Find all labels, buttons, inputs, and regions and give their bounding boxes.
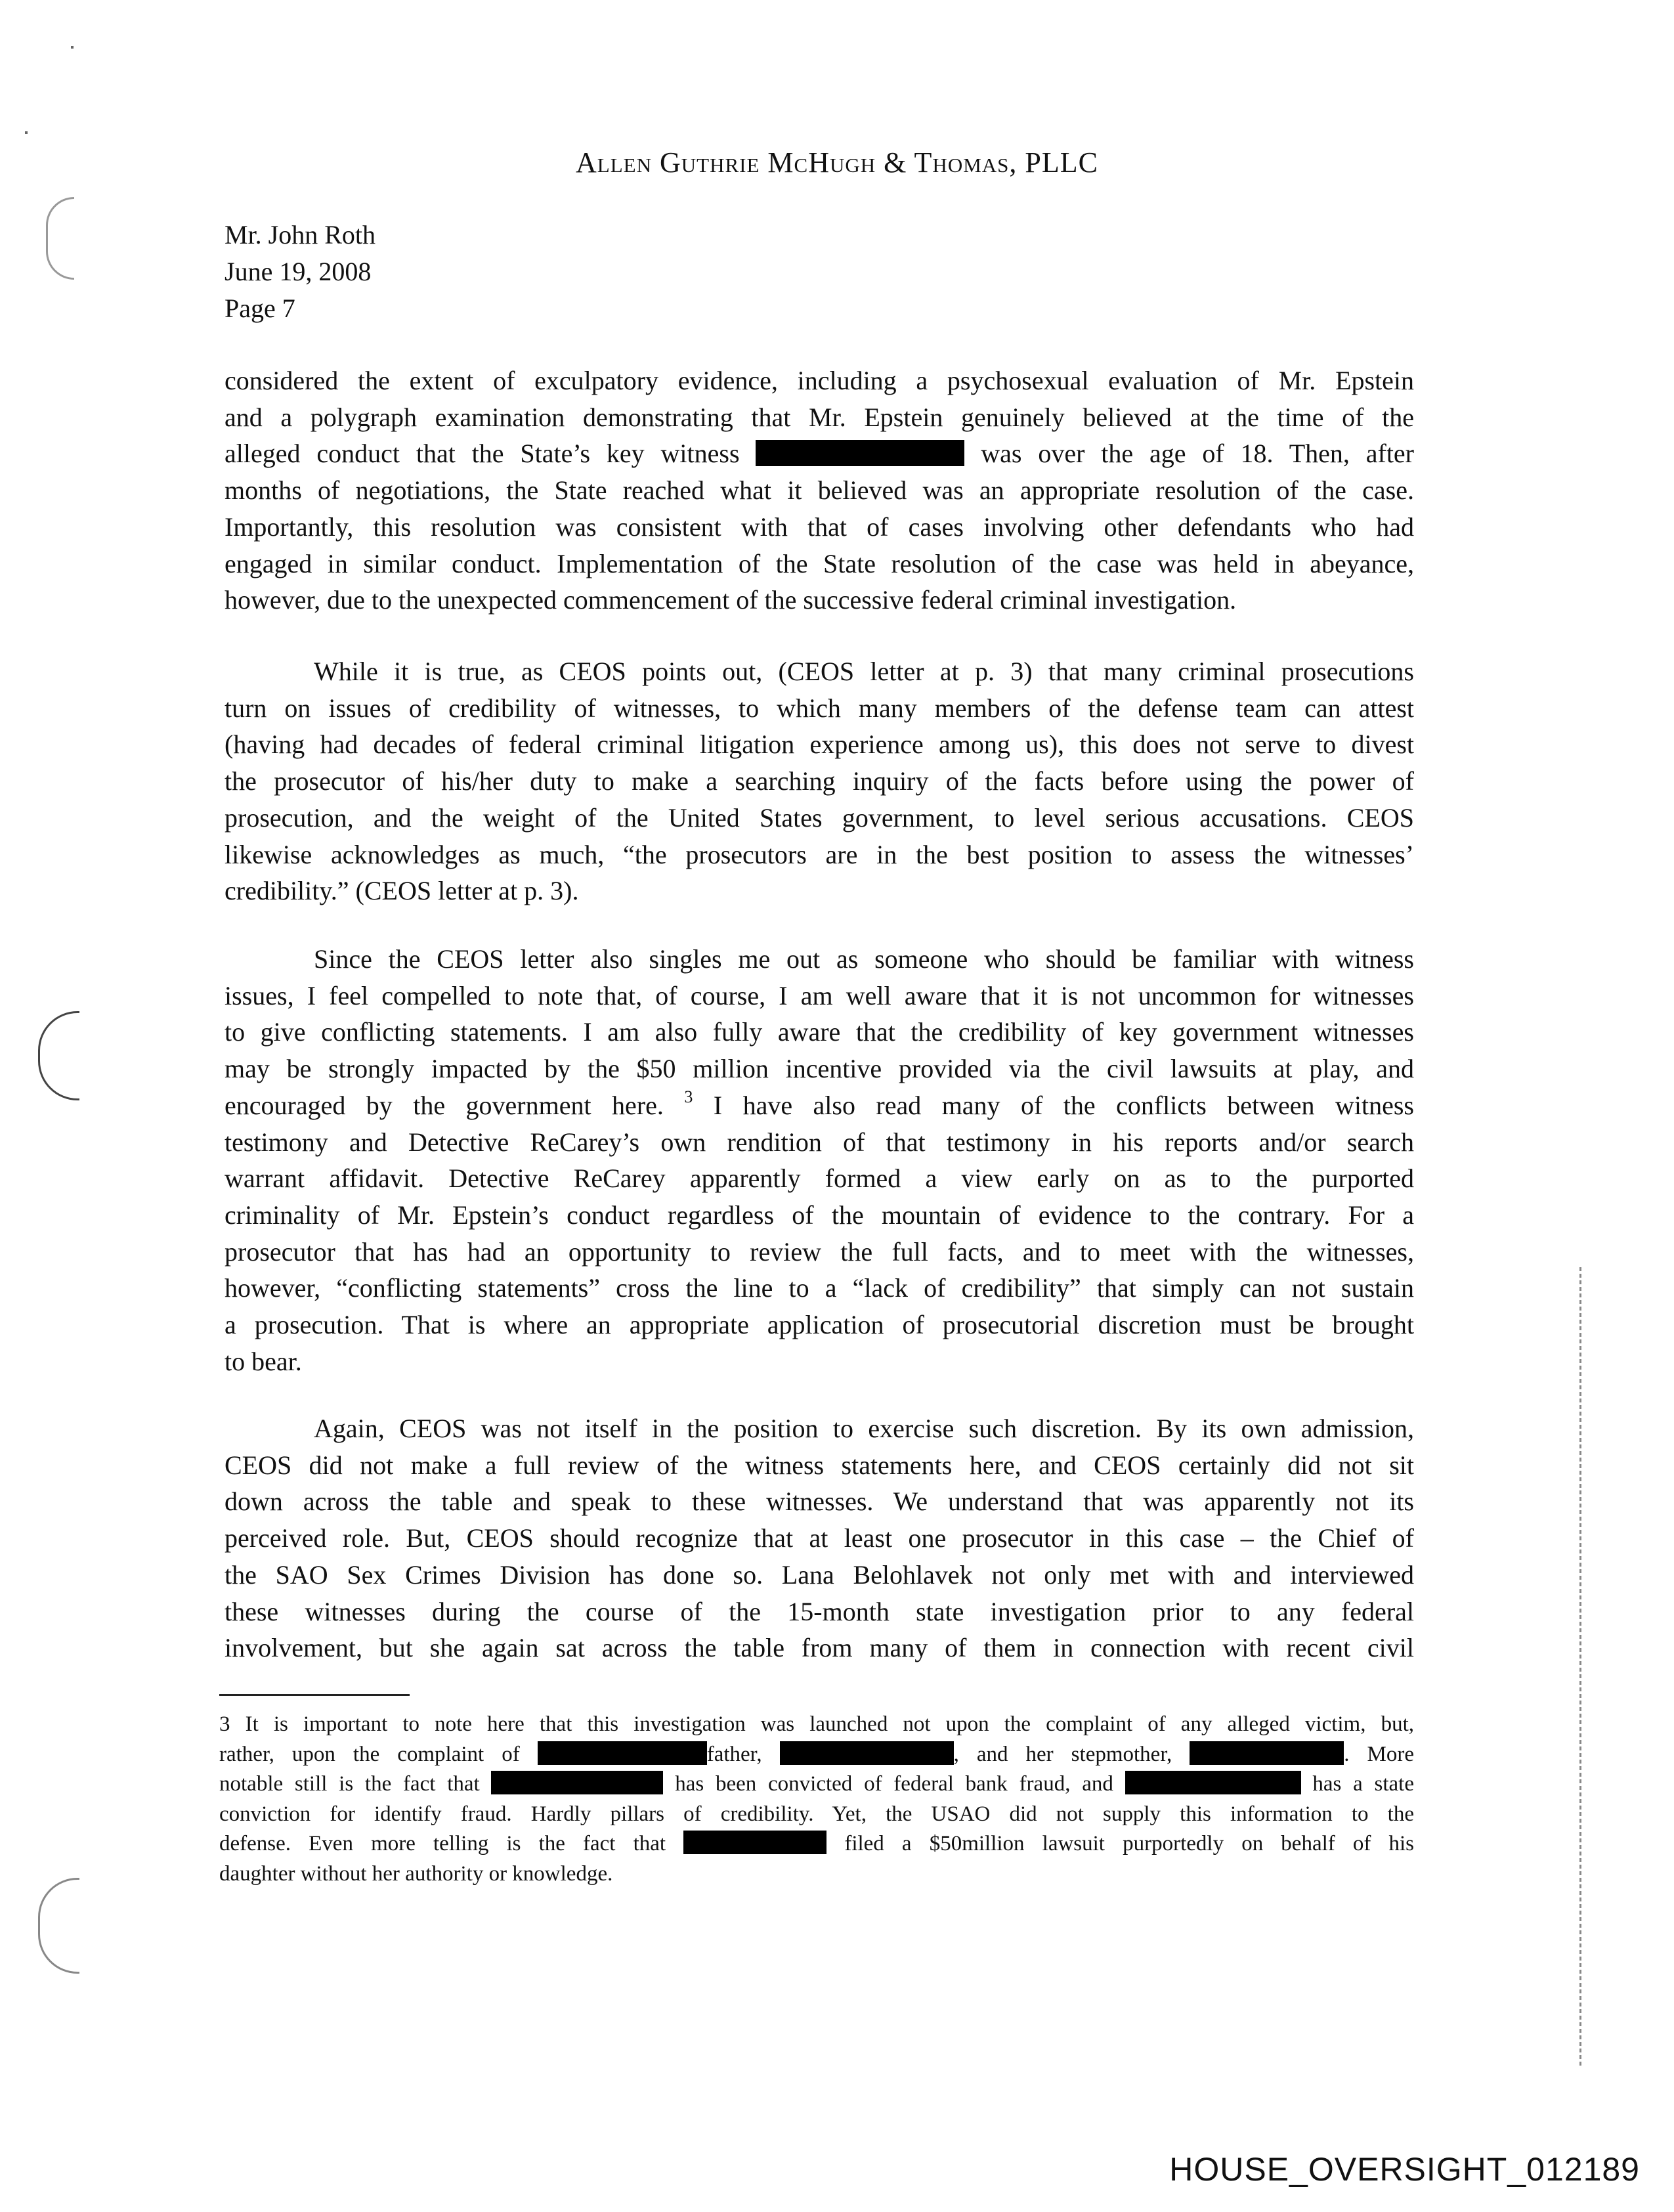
redaction-box <box>1190 1741 1344 1765</box>
text-run: has been convicted of federal bank fraud, and <box>663 1772 1125 1796</box>
page-number: Page 7 <box>225 293 295 323</box>
text-line: warrant affidavit. Detective ReCarey apparently formed a view early on as to the purported <box>225 1163 1414 1194</box>
text-line <box>225 1087 1414 1124</box>
text-run: was over the age of 18. Then, after <box>964 439 1415 469</box>
letter-date: June 19, 2008 <box>225 257 372 286</box>
redaction-box <box>1125 1771 1301 1794</box>
text-run: filed a $50million lawsuit purportedly on behalf of his <box>826 1832 1415 1855</box>
text-line: these witnesses during the course of the 15-month state investigation prior to any federal <box>225 1596 1414 1626</box>
text-line: issues, I feel compelled to note that, of course, I am well aware that it is not uncommon for witnesses <box>225 980 1414 1010</box>
redaction-box <box>756 440 964 466</box>
text-line: turn on issues of credibility of witnesses, to which many members of the defense team can attest <box>225 693 1414 723</box>
text-line: considered the extent of exculpatory evidence, including a psychosexual evaluation of Mr. Epstein <box>225 366 1414 395</box>
text-line: to bear. <box>225 1346 302 1376</box>
text-line: CEOS did not make a full review of the witness statements here, and CEOS certainly did not sit <box>225 1450 1414 1480</box>
text-line: Again, CEOS was not itself in the position to exercise such discretion. By its own admission, <box>314 1414 1414 1443</box>
text-line: months of negotiations, the State reached what it believed was an appropriate resolution of the case. <box>225 475 1414 506</box>
text-run: encouraged by the government here. <box>225 1090 685 1120</box>
footnote-3 <box>219 1710 1414 1889</box>
footnote-line <box>219 1829 1414 1859</box>
text-run: notable still is the fact that <box>219 1772 492 1796</box>
paragraph-2 <box>225 653 1414 909</box>
punch-hole-mark <box>38 1011 79 1100</box>
paragraph-3 <box>225 941 1414 1379</box>
text-line: While it is true, as CEOS points out, (CEOS letter at p. 3) that many criminal prosecutions <box>314 657 1414 686</box>
text-line: (having had decades of federal criminal litigation experience among us), this does not serve to divest <box>225 729 1414 760</box>
footnote-line <box>219 1769 1414 1800</box>
text-line: the prosecutor of his/her duty to make a searching inquiry of the facts before using the power of <box>225 766 1414 796</box>
footnote-line <box>219 1740 1414 1770</box>
text-line: perceived role. But, CEOS should recognize that at least one prosecutor in this case – the Chief of <box>225 1523 1414 1553</box>
punch-hole-mark <box>38 1878 79 1974</box>
text-line: credibility.” (CEOS letter at p. 3). <box>225 876 579 906</box>
redaction-box <box>683 1831 826 1854</box>
text-line <box>225 435 1414 472</box>
text-line: however, “conflicting statements” cross the line to a “lack of credibility” that simply can not sustain <box>225 1273 1414 1303</box>
footnote-line: 3 It is important to note here that this investigation was launched not upon the complaint of any alleged victim, but, <box>219 1712 1414 1736</box>
text-line: a prosecution. That is where an appropriate application of prosecutorial discretion must be brought <box>225 1310 1414 1340</box>
text-line: prosecutor that has had an opportunity to review the full facts, and to meet with the witnesses, <box>225 1236 1414 1267</box>
text-line: criminality of Mr. Epstein’s conduct regardless of the mountain of evidence to the contrary. For a <box>225 1200 1414 1230</box>
redaction-box <box>491 1771 663 1794</box>
redaction-box <box>538 1741 707 1765</box>
letter-body <box>225 941 1414 1379</box>
text-line: Since the CEOS letter also singles me out as someone who should be familiar with witness <box>314 944 1414 974</box>
text-line: prosecution, and the weight of the United States government, to level serious accusations. CEOS <box>225 802 1414 833</box>
letter-body <box>225 1410 1414 1666</box>
text-line: involvement, but she again sat across the table from many of them in connection with recent civil <box>225 1633 1414 1663</box>
text-run: rather, upon the complaint of <box>219 1742 538 1766</box>
footnote-rule <box>219 1694 410 1696</box>
scan-speck <box>25 131 28 134</box>
text-run: . More <box>1344 1742 1415 1766</box>
text-line: however, due to the unexpected commencement of the successive federal criminal investigation. <box>225 585 1237 615</box>
recipient: Mr. John Roth <box>225 220 376 249</box>
scan-speck <box>71 46 74 49</box>
text-run: defense. Even more telling is the fact that <box>219 1832 684 1855</box>
redaction-box <box>780 1741 954 1765</box>
paragraph-1 <box>225 362 1414 618</box>
letterhead: Allen Guthrie McHugh & Thomas, PLLC <box>576 146 1098 179</box>
text-run: , and her stepmother, <box>953 1742 1190 1766</box>
footnote-line: conviction for identify fraud. Hardly pillars of credibility. Yet, the USAO did not supply this information to the <box>219 1802 1414 1826</box>
text-line: and a polygraph examination demonstrating that Mr. Epstein genuinely believed at the time of the <box>225 402 1414 432</box>
text-run: I have also read many of the conflicts between witness <box>693 1090 1414 1120</box>
letter-body <box>225 653 1414 909</box>
bates-number: HOUSE_OVERSIGHT_012189 <box>1169 2151 1640 2188</box>
footnote-ref: 3 <box>684 1087 693 1106</box>
text-line: may be strongly impacted by the $50 million incentive provided via the civil lawsuits at play, and <box>225 1054 1414 1084</box>
text-line: likewise acknowledges as much, “the prosecutors are in the best position to assess the witnesses’ <box>225 839 1414 869</box>
text-line: down across the table and speak to these witnesses. We understand that was apparently not its <box>225 1486 1414 1517</box>
text-line: testimony and Detective ReCarey’s own rendition of that testimony in his reports and/or search <box>225 1127 1414 1157</box>
text-line: the SAO Sex Crimes Division has done so. Lana Belohlavek not only met with and interviewed <box>225 1559 1414 1590</box>
text-line: to give conflicting statements. I am also fully aware that the credibility of key government witnesses <box>225 1017 1414 1047</box>
letter-body <box>225 362 1414 618</box>
paragraph-4 <box>225 1410 1414 1666</box>
text-line: engaged in similar conduct. Implementation of the State resolution of the case was held in abeyance, <box>225 548 1414 578</box>
text-run: alleged conduct that the State’s key witness <box>225 439 756 469</box>
punch-hole-mark <box>46 197 74 280</box>
text-line: Importantly, this resolution was consistent with that of cases involving other defendants who had <box>225 511 1414 542</box>
address-block <box>225 217 376 327</box>
footnote-line: daughter without her authority or knowledge. <box>219 1861 613 1886</box>
scan-edge-line <box>1579 1267 1581 2068</box>
text-run: has a state <box>1300 1772 1414 1796</box>
text-run: father, <box>706 1742 780 1766</box>
